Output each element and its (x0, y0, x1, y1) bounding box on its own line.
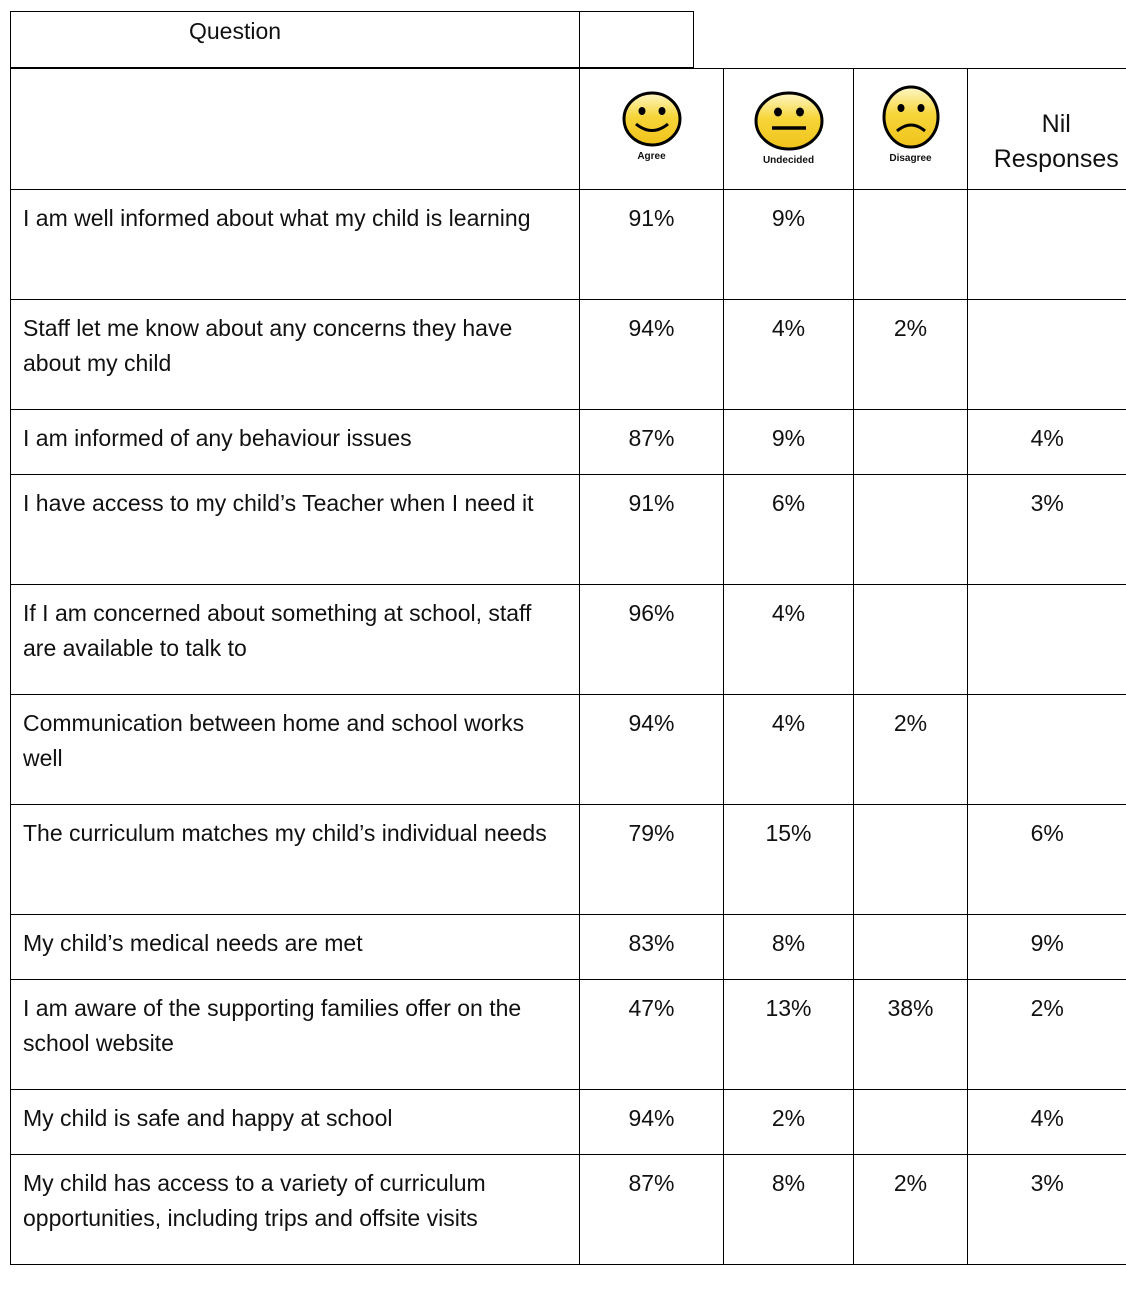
question-cell: Communication between home and school works well (11, 695, 580, 805)
agree-value: 94% (580, 695, 724, 805)
undecided-value: 2% (724, 1090, 854, 1155)
table-row (11, 300, 1126, 410)
nil-value (968, 695, 1126, 805)
blank-header-cell (11, 69, 580, 190)
nil-value: 3% (968, 475, 1126, 585)
agree-value: 94% (580, 300, 724, 410)
nil-value: 3% (968, 1155, 1126, 1265)
question-cell: If I am concerned about something at school, staff are available to talk to (11, 585, 580, 695)
nil-responses-label: Nil Responses (993, 110, 1119, 173)
question-header-empty-cell (579, 11, 694, 68)
question-cell: I am aware of the supporting families offer on the school website (11, 980, 580, 1090)
agree-value: 91% (580, 190, 724, 300)
disagree-value (854, 1090, 968, 1155)
nil-value (968, 300, 1126, 410)
agree-label: Agree (637, 151, 666, 162)
nil-value: 4% (968, 410, 1126, 475)
table-row (11, 410, 1126, 475)
disagree-value (854, 410, 968, 475)
agree-header-cell (580, 69, 724, 190)
undecided-value: 8% (724, 915, 854, 980)
table-row (11, 475, 1126, 585)
undecided-header-cell (724, 69, 854, 190)
disagree-value: 38% (854, 980, 968, 1090)
undecided-value: 15% (724, 805, 854, 915)
undecided-value: 4% (724, 585, 854, 695)
table-row (11, 585, 1126, 695)
question-header-label: Question (188, 18, 282, 44)
disagree-value: 2% (854, 300, 968, 410)
agree-value: 94% (580, 1090, 724, 1155)
disagree-label: Disagree (889, 153, 932, 164)
table-row (11, 1155, 1126, 1265)
undecided-value: 4% (724, 300, 854, 410)
disagree-value (854, 475, 968, 585)
disagree-value: 2% (854, 695, 968, 805)
smiley-face-icon (622, 91, 682, 147)
undecided-value: 13% (724, 980, 854, 1090)
sad-face-icon (882, 85, 940, 149)
nil-value (968, 585, 1126, 695)
disagree-value (854, 190, 968, 300)
disagree-header-cell (854, 69, 968, 190)
table-row (11, 1090, 1126, 1155)
agree-value: 83% (580, 915, 724, 980)
table-row (11, 190, 1126, 300)
undecided-value: 9% (724, 410, 854, 475)
undecided-value: 4% (724, 695, 854, 805)
nil-value (968, 190, 1126, 300)
table-row (11, 980, 1126, 1090)
response-header-row (11, 69, 1126, 190)
disagree-value (854, 585, 968, 695)
agree-value: 87% (580, 410, 724, 475)
nil-value: 9% (968, 915, 1126, 980)
question-cell: My child’s medical needs are met (11, 915, 580, 980)
table-row (11, 915, 1126, 980)
disagree-value: 2% (854, 1155, 968, 1265)
question-cell: I have access to my child’s Teacher when I need it (11, 475, 580, 585)
agree-value: 79% (580, 805, 724, 915)
undecided-label: Undecided (762, 155, 815, 166)
neutral-face-icon (754, 91, 824, 151)
disagree-value (854, 915, 968, 980)
question-header-row (10, 11, 694, 68)
survey-table (10, 68, 1126, 1265)
nil-value: 2% (968, 980, 1126, 1090)
agree-value: 96% (580, 585, 724, 695)
question-cell: I am informed of any behaviour issues (11, 410, 580, 475)
undecided-value: 9% (724, 190, 854, 300)
question-cell: The curriculum matches my child’s individual needs (11, 805, 580, 915)
agree-value: 47% (580, 980, 724, 1090)
nil-header-cell (968, 69, 1126, 190)
undecided-value: 8% (724, 1155, 854, 1265)
question-header (10, 11, 579, 68)
agree-value: 91% (580, 475, 724, 585)
table-row (11, 695, 1126, 805)
question-cell: Staff let me know about any concerns they have about my child (11, 300, 580, 410)
nil-value: 6% (968, 805, 1126, 915)
question-cell: My child has access to a variety of curriculum opportunities, including trips and offsite visits (11, 1155, 580, 1265)
question-cell: My child is safe and happy at school (11, 1090, 580, 1155)
undecided-value: 6% (724, 475, 854, 585)
agree-value: 87% (580, 1155, 724, 1265)
disagree-value (854, 805, 968, 915)
table-row (11, 805, 1126, 915)
question-cell: I am well informed about what my child is learning (11, 190, 580, 300)
nil-value: 4% (968, 1090, 1126, 1155)
